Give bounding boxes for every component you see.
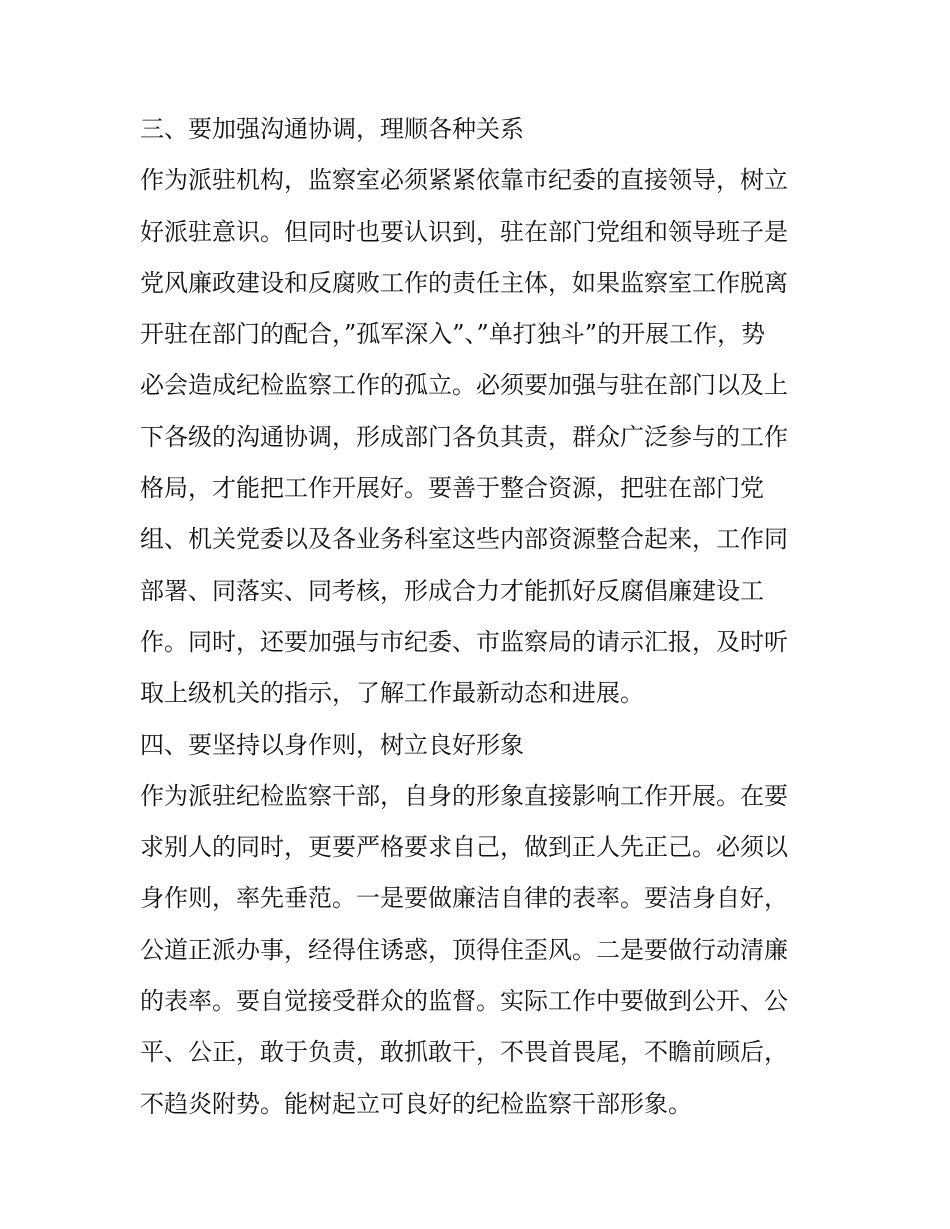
body-line: 组、机关党委以及各业务科室这些内部资源整合起来，工作同 [140, 525, 788, 554]
body-line: 部署、同落实、同考核，形成合力才能抓好反腐倡廉建设工 [140, 576, 764, 605]
body-line: 作为派驻纪检监察干部，自身的形象直接影响工作开展。在要 [140, 781, 788, 810]
body-line: 好派驻意识。但同时也要认识到，驻在部门党组和领导班子是 [140, 217, 788, 246]
body-line: 党风廉政建设和反腐败工作的责任主体，如果监察室工作脱离 [140, 268, 788, 297]
body-line: 不趋炎附势。能树起立可良好的纪检监察干部形象。 [140, 1089, 692, 1118]
body-line: 公道正派办事，经得住诱惑，顶得住歪风。二是要做行动清廉 [140, 935, 788, 964]
body-line: 身作则，率先垂范。一是要做廉洁自律的表率。要洁身自好， [140, 884, 788, 913]
body-line: 取上级机关的指示，了解工作最新动态和进展。 [140, 679, 644, 708]
body-line: 下各级的沟通协调，形成部门各负其责，群众广泛参与的工作 [140, 422, 788, 451]
body-line: 求别人的同时，更要严格要求自己，做到正人先正己。必须以 [140, 833, 788, 862]
document-body [140, 104, 830, 1130]
section-heading-4: 四、要坚持以身作则，树立良好形象 [140, 730, 524, 759]
body-line: 平、公正，敢于负责，敢抓敢干，不畏首畏尾，不瞻前顾后， [140, 1038, 788, 1067]
body-line: 格局，才能把工作开展好。要善于整合资源，把驻在部门党 [140, 474, 764, 503]
body-line: 必会造成纪检监察工作的孤立。必须要加强与驻在部门以及上 [140, 371, 788, 400]
section-heading-3: 三、要加强沟通协调，理顺各种关系 [140, 115, 524, 143]
body-line: 的表率。要自觉接受群众的监督。实际工作中要做到公开、公 [140, 987, 788, 1016]
body-line: 作为派驻机构，监察室必须紧紧依靠市纪委的直接领导，树立 [140, 166, 788, 195]
body-line: 作。同时，还要加强与市纪委、市监察局的请示汇报，及时听 [140, 627, 788, 656]
body-line: 开驻在部门的配合，”孤军深入”、”单打独斗”的开展工作，势 [140, 320, 766, 349]
